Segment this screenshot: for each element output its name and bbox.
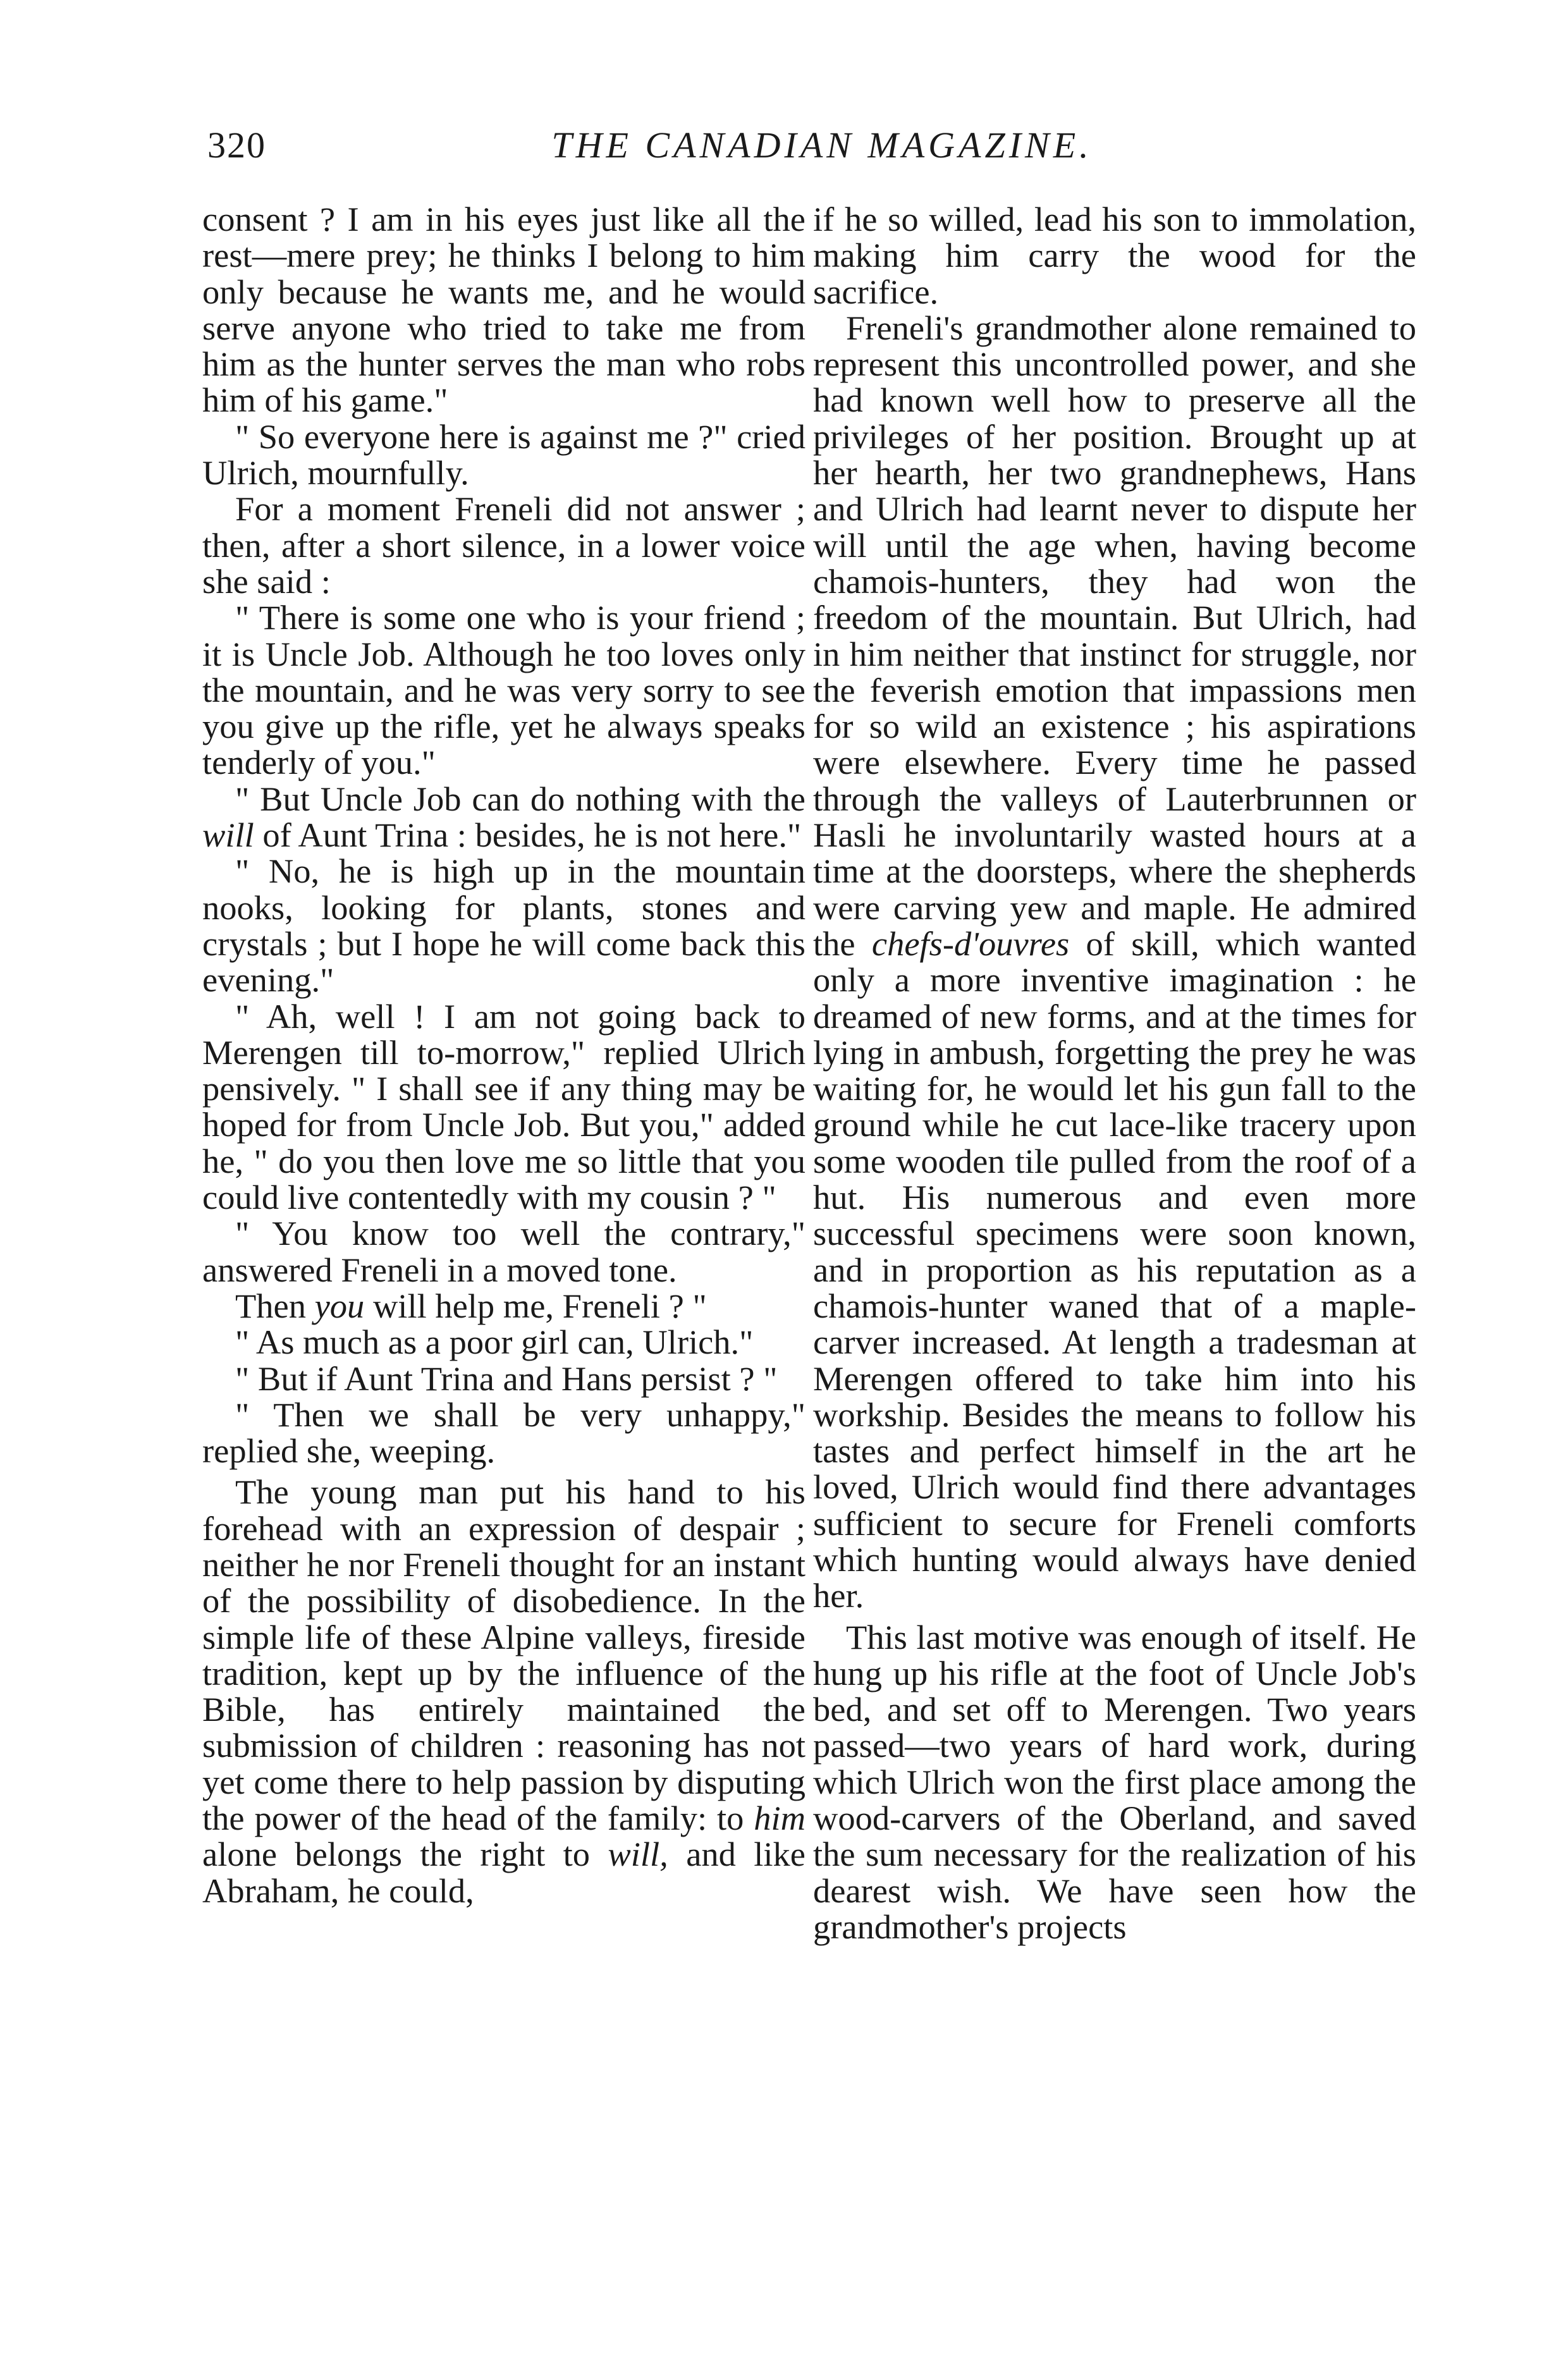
text-run: " But Uncle Job can do nothing with the (235, 779, 805, 818)
text-run: " So everyone here is against me ?" cried Ulrich, mournfully. (202, 417, 805, 493)
text-run: This last motive was enough of itself. He hung up his rifle at the foot of Uncle Job's bed, and set off to Merengen. Two years passed—two years of hard work, during which Ulrich won the first place among the wood-carvers of the Oberland, and saved the sum necessary for the realization of his dearest wish. We have seen how the grandmother's projects (813, 1617, 1416, 1946)
left-column (202, 201, 805, 1909)
text-run: if he so willed, lead his son to immolation, making him carry the wood for the sacrifice. (813, 200, 1416, 311)
paragraph (202, 1288, 805, 1324)
paragraph (202, 1324, 805, 1360)
text-run: alone belongs the right to (202, 1835, 608, 1874)
text-run: " No, he is high up in the mountain nooks, looking for plants, stones and crystals ; but I hope he will come back this evening." (202, 852, 805, 1000)
text-run: of skill, which wanted only a more inventive imagination : he dreamed of new forms, and at the times for lying in ambush, forgetting the prey he was waiting for, he would let his gun fall to the ground while he cut lace-like tracery upon some wooden tile pulled from the roof of a hut. His numerous and even more successful specimens were soon known, and in proportion as his reputation as a chamois-hunter waned that of a maple-carver increased. At length a tradesman at Merengen offered to take him into his workship. Besides the means to follow his tastes and perfect himself in the art he loved, Ulrich would find there advantages sufficient to secure for Freneli comforts which hunting would always have denied her. (813, 924, 1416, 1615)
paragraph (813, 201, 1416, 310)
paragraph (202, 781, 805, 854)
paragraph (202, 491, 805, 599)
paragraph (202, 419, 805, 491)
paragraph (202, 599, 805, 780)
text-run: Then (235, 1286, 315, 1325)
paragraph (202, 853, 805, 998)
text-run: and like Abraham, he could, (202, 1835, 805, 1910)
text-run: " As much as a poor girl can, Ulrich." (235, 1323, 754, 1362)
text-run: " Ah, well ! I am not going back to Merengen till to-morrow," replied Ulrich pensively. " I shall see if any thing may be hoped for from Uncle Job. But you," added he, " do you then love me so little that you could live contentedly with my cousin ? " (202, 996, 805, 1217)
paragraph (202, 998, 805, 1216)
italic-text: chefs-d'ouvres (871, 924, 1070, 963)
italic-text: you (314, 1286, 365, 1325)
paragraph (202, 1215, 805, 1288)
paragraph (202, 201, 805, 419)
right-column (813, 201, 1416, 1945)
page-number: 320 (207, 125, 266, 166)
paragraph (813, 1619, 1416, 1945)
running-head: THE CANADIAN MAGAZINE. (551, 125, 1093, 166)
paragraph (202, 1361, 805, 1397)
text-run: " Then we shall be very unhappy," replied she, weeping. (202, 1395, 805, 1471)
text-run: Freneli's grandmother alone remained to represent this uncontrolled power, and she had known well how to preserve all the privileges of her position. Brought up at her hearth, her two grandnephews, Hans and Ulrich had learnt never to dispute her will until the age when, having become chamois-hunters, they had won the freedom of the mountain. But Ulrich, had in him neither that instinct for struggle, nor the feverish emotion that impassions men for so wild an existence ; his aspirations were elsewhere. Every time he passed through the valleys of Lauterbrunnen or Hasli he involuntarily wasted hours at a time at the doorsteps, where the shepherds were carving yew and maple. He admired the (813, 308, 1416, 963)
paragraph (813, 310, 1416, 1614)
paragraph (202, 1397, 805, 1469)
text-run: For a moment Freneli did not answer ; then, after a short silence, in a lower voice she said : (202, 489, 805, 601)
italic-text: will, (608, 1835, 668, 1874)
text-run: will help me, Freneli ? " (364, 1286, 707, 1325)
text-run: " But if Aunt Trina and Hans persist ? " (235, 1359, 778, 1398)
text-run: consent ? I am in his eyes just like all the rest—mere prey; he thinks I belong to him only because he wants me, and he would serve anyone who tried to take me from him as the hunter serves the man who robs him of his game." (202, 200, 805, 420)
text-run: " There is some one who is your friend ; it is Uncle Job. Although he too loves only the mountain, and he was very sorry to see you give up the rifle, yet he always speaks tenderly of you." (202, 598, 805, 782)
italic-text: him (754, 1799, 805, 1838)
italic-text: will (202, 816, 254, 855)
text-run: " You know too well the contrary," answered Freneli in a moved tone. (202, 1214, 805, 1289)
paragraph (202, 1474, 805, 1909)
text-run: of Aunt Trina : besides, he is not here." (254, 816, 802, 855)
text-run: The young man put his hand to his forehead with an expression of despair ; neither he nor Freneli thought for an instant of the possibility of disobedience. In the simple life of these Alpine valleys, fireside tradition, kept up by the influence of the Bible, has entirely maintained the submission of children : reasoning has not yet come there to help passion by disputing the power of the head of the family: to (202, 1472, 805, 1838)
